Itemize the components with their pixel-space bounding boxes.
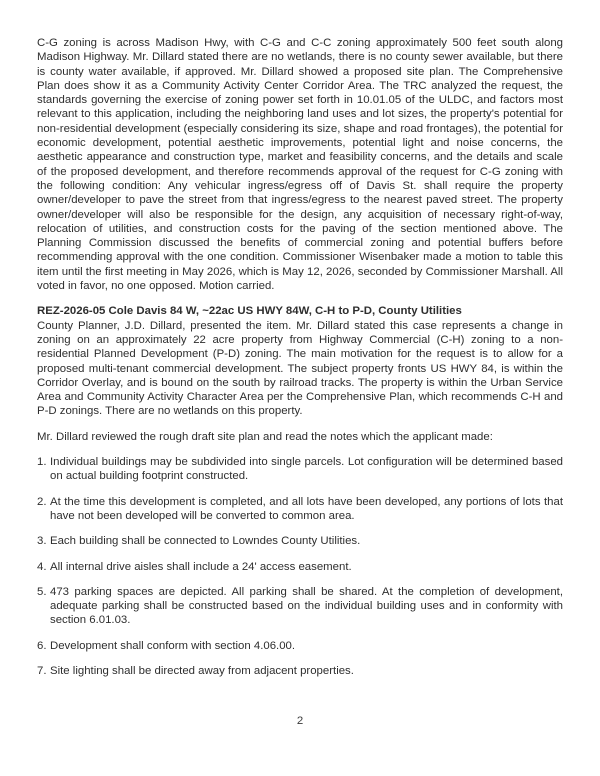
note-number: 7. — [37, 664, 47, 677]
paragraph-rez-case-summary: County Planner, J.D. Dillard, presented the item. Mr. Dillard stated this case represents a change in zoning on an approximately 22 acre property from Highway Commercial (C-H) zoning to a non-residential Planned Development (P-D) zoning. The main motivation for the request is to allow for a proposed multi-tenant commercial development. The subject property fronts US HWY 84, is within the Corridor Overlay, and is bound on the south by railroad tracks. The property is within the Urban Service Area and Community Activity Character Area per the Comprehensive Plan, which recommends C-H and P-D zonings. There are no wetlands on this property. — [37, 319, 563, 418]
note-number: 2. — [37, 495, 47, 508]
applicant-notes-list — [37, 455, 563, 678]
note-item-3 — [37, 534, 563, 548]
note-number: 6. — [37, 639, 47, 652]
note-item-2 — [37, 495, 563, 524]
page-number: 2 — [296, 715, 304, 727]
note-text: 473 parking spaces are depicted. All parking shall be shared. At the completion of development, adequate parking shall be constructed based on the individual building uses and in conformity with section 6.01.03. — [50, 585, 563, 627]
note-item-6 — [37, 639, 563, 653]
note-text: Each building shall be connected to Lowndes County Utilities. — [50, 535, 361, 548]
note-item-7 — [37, 664, 563, 678]
note-number: 3. — [37, 535, 47, 548]
note-item-5 — [37, 585, 563, 628]
paragraph-cg-zoning-trc: C-G zoning is across Madison Hwy, with C-G and C-C zoning approximately 500 feet south along Madison Highway. Mr. Dillard stated there are no wetlands, there is no county sewer available, but there is county water available, if approved. Mr. Dillard showed a proposed site plan. The Comprehensive Plan does show it as a Community Activity Center Corridor Area. The TRC analyzed the request, the standards governing the exercise of zoning power set forth in 10.01.05 of the ULDC, and factors most relevant to this application, including the neighboring land uses and lot sizes, the property's potential for non-residential development (especially considering its size, shape and road frontages), the potential for economic development, potential aesthetic improvements, potential light and noise concerns, the aesthetic appearance and construction type, market and feasibility concerns, and the details and scale of the proposed development, and therefore recommends approval of the request for C-G zoning with the following condition: Any vehicular ingress/egress off of Davis St. shall require the property owner/developer to pave the street from that ingress/egress to the nearest paved street. The property owner/developer will also be responsible for the design, any acquisition of necessary right-of-way, relocation of utilities, and construction costs for the paving of the section mentioned above. The Planning Commission discussed the benefits of commercial zoning and potential buffers before recommending approval with the one condition. Commissioner Wisenbaker made a motion to table this item until the first meeting in May 2026, which is May 12, 2026, seconded by Commissioner Marshall. All voted in favor, no one opposed. Motion carried. — [37, 37, 563, 293]
paragraph-notes-intro: Mr. Dillard reviewed the rough draft site plan and read the notes which the applicant made: — [37, 430, 493, 443]
note-number: 1. — [37, 456, 47, 469]
note-text: All internal drive aisles shall include a 24' access easement. — [50, 560, 352, 573]
note-item-4 — [37, 560, 563, 574]
note-text: Site lighting shall be directed away from adjacent properties. — [50, 664, 354, 677]
note-number: 4. — [37, 560, 47, 573]
section-heading-rez-2026-05: REZ-2026-05 Cole Davis 84 W, ~22ac US HWY 84W, C-H to P-D, County Utilities — [37, 305, 462, 318]
note-text: Development shall conform with section 4.06.00. — [50, 639, 296, 652]
note-item-1 — [37, 455, 563, 484]
note-text: At the time this development is completed, and all lots have been developed, any portions of lots that have not been developed will be converted to common area. — [50, 495, 563, 522]
note-text: Individual buildings may be subdivided into single parcels. Lot configuration will be determined based on actual building footprint constructed. — [50, 456, 563, 483]
note-number: 5. — [37, 585, 47, 598]
